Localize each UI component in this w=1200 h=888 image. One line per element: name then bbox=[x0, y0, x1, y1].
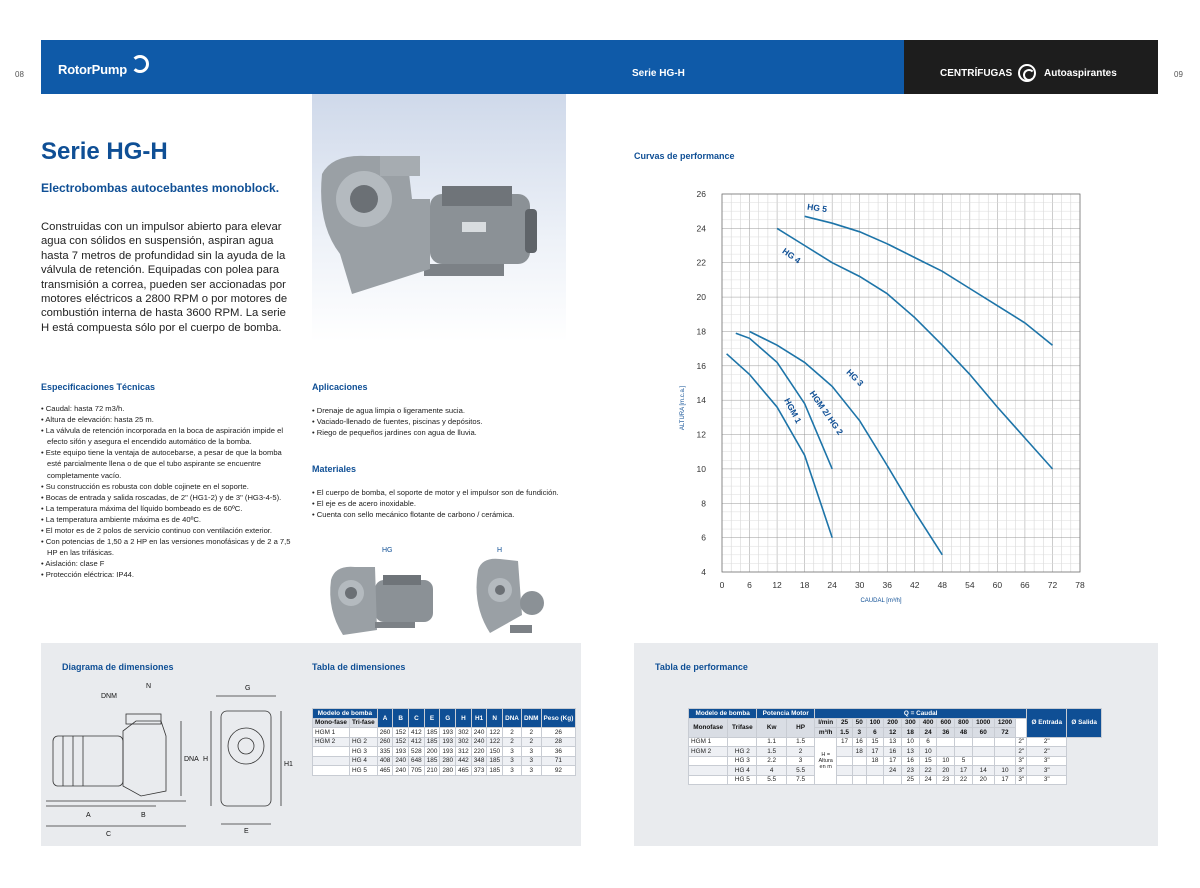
table-cell: 302 bbox=[456, 728, 472, 738]
perf-header-q: Q = Caudal bbox=[815, 709, 1027, 719]
performance-table-heading: Tabla de performance bbox=[655, 662, 748, 672]
perf-tri: HG 2 bbox=[728, 747, 757, 757]
x-tick-label: 66 bbox=[1020, 580, 1030, 590]
dim-header: C bbox=[409, 709, 425, 728]
dim-header: N bbox=[487, 709, 503, 728]
y-tick-label: 14 bbox=[696, 395, 706, 406]
y-axis-label: ALTURA [m.c.a.] bbox=[680, 385, 686, 431]
perf-m3h: 36 bbox=[937, 728, 955, 738]
material-item: • El eje es de acero inoxidable. bbox=[312, 498, 567, 509]
dim-label-h1: H1 bbox=[284, 761, 293, 768]
table-cell: 92 bbox=[541, 766, 576, 776]
perf-value bbox=[852, 775, 866, 785]
dim-header: DNA bbox=[503, 709, 522, 728]
perf-lmin: 200 bbox=[884, 718, 902, 728]
table-cell: 122 bbox=[487, 737, 503, 747]
table-row bbox=[313, 766, 576, 776]
perf-value: 10 bbox=[937, 756, 955, 766]
y-tick-label: 4 bbox=[701, 567, 706, 577]
table-cell: 705 bbox=[409, 766, 425, 776]
perf-in: 3" bbox=[1016, 756, 1027, 766]
perf-col-hp: HP bbox=[786, 718, 814, 737]
perf-lmin: 1200 bbox=[994, 718, 1016, 728]
perf-value bbox=[937, 747, 955, 757]
series-label: HG 5 bbox=[806, 201, 828, 215]
perf-kw: 4 bbox=[757, 766, 787, 776]
table-cell: HG 5 bbox=[349, 766, 377, 776]
table-cell: 26 bbox=[541, 728, 576, 738]
table-cell: 302 bbox=[456, 737, 472, 747]
table-cell: 348 bbox=[471, 756, 487, 766]
table-cell: 220 bbox=[471, 747, 487, 757]
x-tick-label: 18 bbox=[799, 580, 810, 590]
y-tick-label: 22 bbox=[696, 257, 706, 268]
dim-label-b: B bbox=[141, 812, 146, 819]
dim-subheader-tri: Tri-fase bbox=[349, 718, 377, 728]
perf-header-outlet: Ø Salida bbox=[1067, 709, 1102, 738]
applications-heading: Aplicaciones bbox=[312, 382, 368, 392]
perf-lmin: 100 bbox=[866, 718, 884, 728]
header-bar bbox=[41, 40, 1158, 94]
table-cell: 648 bbox=[409, 756, 425, 766]
dim-label-n: N bbox=[146, 683, 152, 690]
perf-value bbox=[955, 747, 973, 757]
table-cell: 3 bbox=[521, 747, 541, 757]
specs-list bbox=[41, 403, 291, 581]
perf-mono: HGM 2 bbox=[689, 747, 728, 757]
perf-kw: 1.5 bbox=[757, 747, 787, 757]
x-tick-label: 12 bbox=[772, 580, 782, 590]
table-cell: 3 bbox=[521, 756, 541, 766]
perf-mono bbox=[689, 756, 728, 766]
table-cell: 3 bbox=[503, 747, 522, 757]
application-item: • Riego de pequeños jardines con agua de lluvia. bbox=[312, 427, 562, 438]
table-cell: 2 bbox=[503, 728, 522, 738]
table-cell: 442 bbox=[456, 756, 472, 766]
spec-item: • Bocas de entrada y salida roscadas, de 2" (HG1-2) y de 3" (HG3-4-5). bbox=[41, 492, 291, 503]
materials-heading: Materiales bbox=[312, 464, 357, 474]
table-cell: 193 bbox=[440, 747, 456, 757]
dim-header: Peso (Kg) bbox=[541, 709, 576, 728]
perf-mono: HGM 1 bbox=[689, 737, 728, 747]
table-cell: 2 bbox=[521, 737, 541, 747]
perf-hp: 1.5 bbox=[786, 737, 814, 747]
spec-item: • Este equipo tiene la ventaja de autocebarse, a pesar de que la bomba esté parcialmente llena o de que el tubo aspirante se encuentre completamente vacío. bbox=[41, 447, 291, 480]
perf-value bbox=[972, 756, 994, 766]
perf-value bbox=[994, 747, 1016, 757]
series-label: HGM 1 bbox=[782, 396, 804, 425]
table-cell: 28 bbox=[541, 737, 576, 747]
y-tick-label: 12 bbox=[696, 429, 706, 440]
perf-value: 15 bbox=[919, 756, 937, 766]
perf-value bbox=[866, 766, 884, 776]
y-tick-label: 18 bbox=[696, 326, 706, 337]
table-cell: 408 bbox=[377, 756, 393, 766]
header-subcategory: Autoaspirantes bbox=[1044, 68, 1117, 79]
perf-value: 16 bbox=[902, 756, 920, 766]
table-cell: 185 bbox=[424, 728, 440, 738]
perf-value: 10 bbox=[919, 747, 937, 757]
perf-value: 17 bbox=[884, 756, 902, 766]
table-cell: 185 bbox=[424, 737, 440, 747]
y-tick-label: 10 bbox=[696, 463, 706, 474]
table-row bbox=[313, 728, 576, 738]
perf-value: 18 bbox=[866, 756, 884, 766]
applications-list bbox=[312, 405, 562, 438]
y-tick-label: 8 bbox=[701, 498, 706, 509]
spec-item: • La temperatura máxima del líquido bombeado es de 60ºC. bbox=[41, 503, 291, 514]
pump-rotation-icon bbox=[1018, 64, 1036, 82]
perf-value: 17 bbox=[837, 737, 853, 747]
perf-value bbox=[837, 766, 853, 776]
table-cell: 193 bbox=[440, 737, 456, 747]
header-series: Serie HG-H bbox=[632, 68, 685, 79]
perf-value: 24 bbox=[884, 766, 902, 776]
x-tick-label: 24 bbox=[827, 580, 837, 590]
x-tick-label: 6 bbox=[747, 580, 752, 590]
dim-header: G bbox=[440, 709, 456, 728]
table-row bbox=[313, 756, 576, 766]
x-tick-label: 78 bbox=[1075, 580, 1085, 590]
perf-value bbox=[994, 737, 1016, 747]
table-cell: 36 bbox=[541, 747, 576, 757]
x-tick-label: 30 bbox=[854, 580, 865, 590]
table-cell: 71 bbox=[541, 756, 576, 766]
y-tick-label: 26 bbox=[696, 189, 706, 199]
table-cell: 373 bbox=[471, 766, 487, 776]
perf-value bbox=[852, 766, 866, 776]
perf-value bbox=[972, 747, 994, 757]
table-cell bbox=[313, 747, 350, 757]
page-title: Serie HG-H bbox=[41, 138, 168, 165]
perf-header-model: Modelo de bomba bbox=[689, 709, 757, 719]
table-cell: 240 bbox=[471, 728, 487, 738]
spec-item: • Aislación: clase F bbox=[41, 558, 291, 569]
perf-value: 13 bbox=[884, 737, 902, 747]
dim-label-g: G bbox=[245, 685, 251, 692]
perf-in: 3" bbox=[1016, 775, 1027, 785]
materials-list bbox=[312, 487, 567, 520]
table-cell: HG 4 bbox=[349, 756, 377, 766]
spec-item: • Su construcción es robusta con doble cojinete en el soporte. bbox=[41, 481, 291, 492]
table-cell: 240 bbox=[393, 756, 409, 766]
table-cell bbox=[349, 728, 377, 738]
table-cell: 185 bbox=[424, 756, 440, 766]
y-tick-label: 6 bbox=[701, 532, 706, 543]
x-tick-label: 0 bbox=[719, 580, 725, 590]
table-cell bbox=[313, 756, 350, 766]
perf-value bbox=[884, 775, 902, 785]
perf-lmin: 1000 bbox=[972, 718, 994, 728]
pump-hg-photo-icon bbox=[325, 555, 440, 640]
dim-label-h: H bbox=[203, 756, 209, 763]
perf-value bbox=[937, 737, 955, 747]
perf-tri bbox=[728, 737, 757, 747]
perf-lmin: 800 bbox=[955, 718, 973, 728]
perf-col-mono: Monofase bbox=[689, 718, 728, 737]
application-item: • Vaciado-llenado de fuentes, piscinas y depósitos. bbox=[312, 416, 562, 427]
perf-value: 17 bbox=[994, 775, 1016, 785]
spec-item: • Caudal: hasta 72 m3/h. bbox=[41, 403, 291, 414]
dim-header-model: Modelo de bomba bbox=[313, 709, 378, 719]
table-cell: 312 bbox=[456, 747, 472, 757]
dim-header: E bbox=[424, 709, 440, 728]
perf-kw: 5.5 bbox=[757, 775, 787, 785]
x-axis-label: CAUDAL [m³/h] bbox=[860, 598, 902, 604]
table-cell: 465 bbox=[377, 766, 393, 776]
table-cell: 2 bbox=[521, 728, 541, 738]
spec-item: • Protección eléctrica: IP44. bbox=[41, 569, 291, 580]
perf-value bbox=[994, 756, 1016, 766]
perf-m3h: 48 bbox=[955, 728, 973, 738]
perf-lmin: 300 bbox=[902, 718, 920, 728]
perf-m3h: 6 bbox=[866, 728, 884, 738]
perf-out: 2" bbox=[1027, 747, 1067, 757]
perf-hp: 2 bbox=[786, 747, 814, 757]
perf-lmin: 400 bbox=[919, 718, 937, 728]
table-cell: 150 bbox=[487, 747, 503, 757]
table-row bbox=[689, 747, 1102, 757]
perf-value: 16 bbox=[852, 737, 866, 747]
perf-header-power: Potencia Motor bbox=[757, 709, 815, 719]
perf-out: 2" bbox=[1027, 737, 1067, 747]
chart-title: Curvas de performance bbox=[634, 151, 735, 161]
perf-in: 2" bbox=[1016, 737, 1027, 747]
perf-lmin: 50 bbox=[852, 718, 866, 728]
table-cell: 193 bbox=[440, 728, 456, 738]
perf-mono bbox=[689, 775, 728, 785]
table-cell: 185 bbox=[487, 756, 503, 766]
perf-m3h: 1.5 bbox=[837, 728, 853, 738]
perf-kw: 2.2 bbox=[757, 756, 787, 766]
perf-m3h: 60 bbox=[972, 728, 994, 738]
dim-header: DNM bbox=[521, 709, 541, 728]
table-cell: 528 bbox=[409, 747, 425, 757]
table-cell: 193 bbox=[393, 747, 409, 757]
perf-height-label: H = Altura en m bbox=[815, 737, 837, 785]
perf-value: 17 bbox=[866, 747, 884, 757]
material-item: • Cuenta con sello mecánico flotante de carbono / cerámica. bbox=[312, 509, 567, 520]
dimension-diagram bbox=[41, 676, 301, 841]
perf-hp: 5.5 bbox=[786, 766, 814, 776]
dim-label-dna: DNA bbox=[184, 756, 199, 763]
series-label: HGM 2/ HG 2 bbox=[807, 388, 846, 437]
series-label: HG 4 bbox=[780, 245, 803, 266]
table-row bbox=[689, 756, 1102, 766]
perf-in: 3" bbox=[1016, 766, 1027, 776]
y-tick-label: 20 bbox=[696, 292, 706, 303]
table-cell: HG 2 bbox=[349, 737, 377, 747]
perf-value bbox=[837, 747, 853, 757]
table-cell: 412 bbox=[409, 737, 425, 747]
perf-in: 2" bbox=[1016, 747, 1027, 757]
product-subtitle: Electrobombas autocebantes monoblock. bbox=[41, 181, 280, 195]
spec-item: • Con potencias de 1,50 a 2 HP en las versiones monofásicas y de 2 a 7,5 HP en las trifásicas. bbox=[41, 536, 291, 558]
perf-value: 10 bbox=[994, 766, 1016, 776]
table-cell: 240 bbox=[471, 737, 487, 747]
perf-value: 25 bbox=[902, 775, 920, 785]
perf-value: 15 bbox=[866, 737, 884, 747]
perf-value: 10 bbox=[902, 737, 920, 747]
perf-value: 23 bbox=[902, 766, 920, 776]
perf-value: 5 bbox=[955, 756, 973, 766]
page-number-right: 09 bbox=[1174, 70, 1183, 79]
perf-value: 17 bbox=[955, 766, 973, 776]
perf-value bbox=[837, 756, 853, 766]
performance-table bbox=[688, 708, 1102, 785]
dim-header: H bbox=[456, 709, 472, 728]
pump-photo-icon bbox=[312, 94, 566, 342]
product-photo-panel bbox=[312, 94, 566, 342]
spec-item: • La temperatura ambiente máxima es de 40ºC. bbox=[41, 514, 291, 525]
table-cell: 152 bbox=[393, 728, 409, 738]
y-tick-label: 24 bbox=[696, 223, 706, 234]
perf-m3h: 24 bbox=[919, 728, 937, 738]
table-cell: 260 bbox=[377, 737, 393, 747]
table-cell: 3 bbox=[503, 766, 522, 776]
series-label: HG 3 bbox=[844, 367, 866, 389]
perf-tri: HG 5 bbox=[728, 775, 757, 785]
perf-m3h-label: m³/h bbox=[815, 728, 837, 738]
dim-header: H1 bbox=[471, 709, 487, 728]
dim-header: A bbox=[377, 709, 393, 728]
perf-out: 3" bbox=[1027, 766, 1067, 776]
perf-out: 3" bbox=[1027, 775, 1067, 785]
dim-subheader-mono: Mono-fase bbox=[313, 718, 350, 728]
page-number-left: 08 bbox=[15, 70, 24, 79]
perf-hp: 3 bbox=[786, 756, 814, 766]
table-cell: 185 bbox=[487, 766, 503, 776]
x-tick-label: 54 bbox=[965, 580, 975, 590]
dim-header: B bbox=[393, 709, 409, 728]
perf-col-kw: Kw bbox=[757, 718, 787, 737]
table-row bbox=[689, 775, 1102, 785]
table-cell: 200 bbox=[424, 747, 440, 757]
table-cell: 2 bbox=[503, 737, 522, 747]
table-row bbox=[313, 747, 576, 757]
table-cell: 335 bbox=[377, 747, 393, 757]
perf-lmin-label: l/min bbox=[815, 718, 837, 728]
table-cell: 122 bbox=[487, 728, 503, 738]
dimension-diagram-heading: Diagrama de dimensiones bbox=[62, 662, 174, 672]
dim-label-a: A bbox=[86, 812, 91, 819]
table-cell: 260 bbox=[377, 728, 393, 738]
dim-label-e: E bbox=[244, 828, 249, 835]
dim-label-dnm: DNM bbox=[101, 693, 117, 700]
perf-kw: 1.1 bbox=[757, 737, 787, 747]
perf-value bbox=[972, 737, 994, 747]
table-cell: HGM 1 bbox=[313, 728, 350, 738]
perf-m3h: 72 bbox=[994, 728, 1016, 738]
table-cell: 3 bbox=[503, 756, 522, 766]
x-tick-label: 42 bbox=[910, 580, 920, 590]
perf-value: 6 bbox=[919, 737, 937, 747]
series-line-hgm-1 bbox=[727, 354, 833, 538]
table-cell: HGM 2 bbox=[313, 737, 350, 747]
perf-value: 23 bbox=[937, 775, 955, 785]
perf-header-inlet: Ø Entrada bbox=[1027, 709, 1067, 738]
material-item: • El cuerpo de bomba, el soporte de motor y el impulsor son de fundición. bbox=[312, 487, 567, 498]
performance-chart bbox=[670, 180, 1100, 610]
table-cell bbox=[313, 766, 350, 776]
perf-value: 20 bbox=[972, 775, 994, 785]
spec-item: • La válvula de retención incorporada en la boca de aspiración impide el efecto sifón y asegura el encendido automático de la bomba. bbox=[41, 425, 291, 447]
table-row bbox=[689, 737, 1102, 747]
perf-out: 3" bbox=[1027, 756, 1067, 766]
perf-tri: HG 4 bbox=[728, 766, 757, 776]
series-line-hg-5 bbox=[805, 216, 1053, 345]
photo-label-h: H bbox=[497, 547, 503, 554]
perf-m3h: 3 bbox=[852, 728, 866, 738]
table-cell: HG 3 bbox=[349, 747, 377, 757]
x-tick-label: 60 bbox=[992, 580, 1003, 590]
table-cell: 240 bbox=[393, 766, 409, 776]
dimension-table-heading: Tabla de dimensiones bbox=[312, 662, 406, 672]
dimension-table bbox=[312, 708, 576, 776]
x-tick-label: 72 bbox=[1047, 580, 1058, 590]
table-row bbox=[689, 766, 1102, 776]
perf-tri: HG 3 bbox=[728, 756, 757, 766]
perf-lmin: 600 bbox=[937, 718, 955, 728]
perf-m3h: 18 bbox=[902, 728, 920, 738]
table-cell: 280 bbox=[440, 766, 456, 776]
perf-value bbox=[852, 756, 866, 766]
perf-value bbox=[955, 737, 973, 747]
perf-hp: 7.5 bbox=[786, 775, 814, 785]
product-intro: Construidas con un impulsor abierto para elevar agua con sólidos en suspensión, aspiran agua hasta 7 metros de profundidad sin la ayuda de la válvula de retención. Equipadas con polea para transmisión a correa, pueden ser accionadas por motores eléctricos a 2800 RPM o por motores de combustión interna de hasta 3600 RPM. La serie H está compuesta sólo por el cuerpo de bomba. bbox=[41, 221, 288, 334]
brand-logo-ring-icon bbox=[131, 55, 149, 73]
table-row bbox=[313, 737, 576, 747]
y-tick-label: 16 bbox=[696, 360, 706, 371]
perf-value: 14 bbox=[972, 766, 994, 776]
perf-value bbox=[837, 775, 853, 785]
perf-value: 16 bbox=[884, 747, 902, 757]
perf-value bbox=[866, 775, 884, 785]
perf-lmin: 25 bbox=[837, 718, 853, 728]
perf-value: 22 bbox=[955, 775, 973, 785]
perf-m3h: 12 bbox=[884, 728, 902, 738]
perf-value: 22 bbox=[919, 766, 937, 776]
table-cell: 280 bbox=[440, 756, 456, 766]
table-cell: 210 bbox=[424, 766, 440, 776]
application-item: • Drenaje de agua limpia o ligeramente sucia. bbox=[312, 405, 562, 416]
perf-value: 20 bbox=[937, 766, 955, 776]
brand-logo: RotorPump bbox=[58, 62, 127, 77]
pump-h-photo-icon bbox=[470, 555, 550, 640]
table-cell: 3 bbox=[521, 766, 541, 776]
spec-item: • Altura de elevación: hasta 25 m. bbox=[41, 414, 291, 425]
perf-col-tri: Trifase bbox=[728, 718, 757, 737]
table-cell: 465 bbox=[456, 766, 472, 776]
specs-heading: Especificaciones Técnicas bbox=[41, 382, 156, 392]
dim-label-c: C bbox=[106, 831, 112, 838]
x-tick-label: 48 bbox=[937, 580, 948, 590]
table-cell: 412 bbox=[409, 728, 425, 738]
header-category: CENTRÍFUGAS bbox=[940, 68, 1013, 79]
perf-mono bbox=[689, 766, 728, 776]
table-cell: 152 bbox=[393, 737, 409, 747]
spec-item: • El motor es de 2 polos de servicio continuo con ventilación exterior. bbox=[41, 525, 291, 536]
perf-value: 13 bbox=[902, 747, 920, 757]
perf-value: 18 bbox=[852, 747, 866, 757]
x-tick-label: 36 bbox=[882, 580, 892, 590]
photo-label-hg: HG bbox=[382, 547, 393, 554]
perf-value: 24 bbox=[919, 775, 937, 785]
